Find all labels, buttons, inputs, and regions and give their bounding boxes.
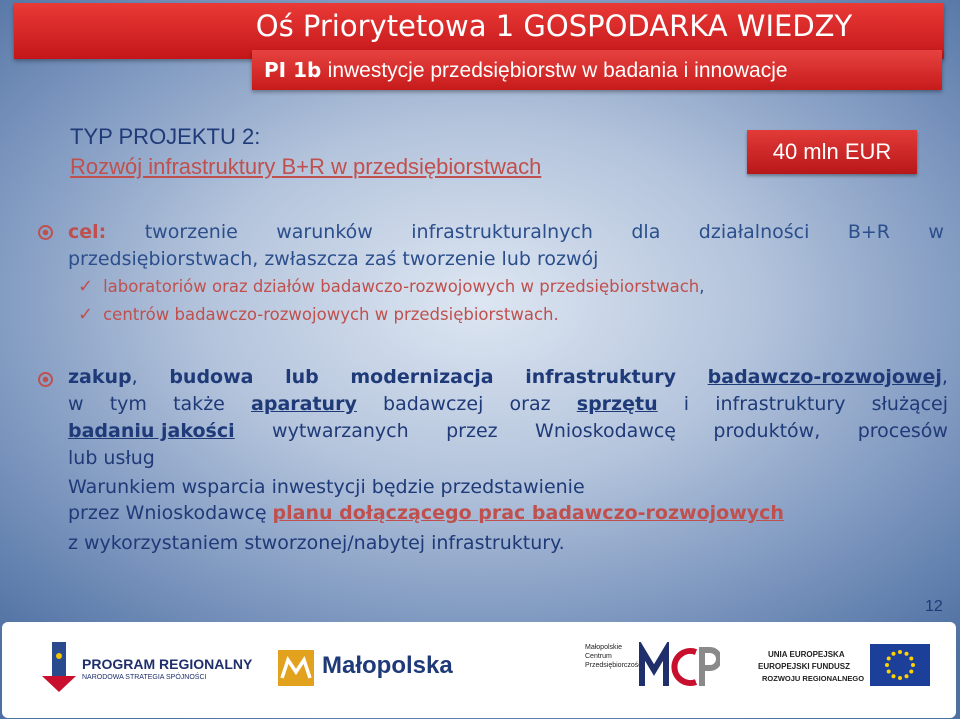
project-type-label: TYP PROJEKTU 2:: [70, 124, 261, 149]
condition-line-1: Warunkiem wsparcia inwestycji będzie przedstawienie: [68, 476, 585, 498]
checklist-item-text: laboratoriów oraz działów badawczo-rozwojowych w przedsiębiorstwach: [103, 277, 700, 296]
check-icon: ✓: [78, 304, 94, 325]
nss-logo-icon: [42, 642, 76, 692]
subtitle-code: PI 1b: [264, 58, 322, 82]
malopolska-logo-icon: [278, 650, 314, 686]
bullet-icon: [38, 225, 53, 240]
purchase-paragraph: zakup, budowa lub modernizacja infrastruktury badawczo-rozwojowej, w tym także aparatury badawczej oraz sprzętu i infrastruktury służącej badaniu jakości wytwarzanych przez Wnioskodawcę produktów, procesów lub usług: [68, 366, 948, 469]
condition-line-2: przez Wnioskodawcę planu dołączącego prac badawczo-rozwojowych: [68, 502, 784, 524]
budget-badge: 40 mln EUR: [747, 130, 917, 174]
mcp-logo-icon: [638, 642, 720, 692]
goal-paragraph: [68, 219, 944, 273]
checklist-item-text: centrów badawczo-rozwojowych w przedsiębiorstwach.: [103, 305, 559, 324]
checklist-item: ✓ laboratoriów oraz działów badawczo-rozwojowych w przedsiębiorstwach,: [78, 276, 705, 297]
mcp-name-3: Przedsiębiorczości: [585, 662, 644, 669]
checklist-item: [78, 304, 559, 325]
goal-word: B+R: [847, 221, 890, 243]
eu-fund: EUROPEJSKI FUNDUSZ: [758, 662, 851, 671]
project-type-title: Rozwój infrastruktury B+R w przedsiębiorstwach: [70, 154, 542, 179]
goal-word: dla: [631, 221, 661, 243]
eu-fund-2: ROZWOJU REGIONALNEGO: [762, 674, 865, 683]
mcp-name-2: Centrum: [585, 653, 612, 660]
slide-title: Oś Priorytetowa 1 GOSPODARKA WIEDZY: [255, 9, 853, 43]
check-icon: ✓: [78, 276, 94, 297]
eu-flag-icon: [870, 644, 930, 686]
program-title: PROGRAM REGIONALNY: [82, 656, 253, 672]
subtitle-banner: [252, 50, 942, 90]
goal-word: warunków: [276, 221, 373, 243]
malopolska-wordmark: Małopolska: [322, 652, 453, 679]
condition-highlight: planu dołączącego prac badawczo-rozwojowych: [272, 502, 784, 524]
bullet-icon: [38, 372, 53, 387]
eu-title: UNIA EUROPEJSKA: [768, 650, 845, 659]
goal-word: działalności: [698, 221, 810, 243]
goal-line-2: przedsiębiorstwach, zwłaszcza zaś tworzenie lub rozwój: [68, 248, 599, 270]
condition-line-3: z wykorzystaniem stworzonej/nabytej infrastruktury.: [68, 532, 565, 554]
goal-label: cel:: [68, 221, 107, 243]
subtitle-text: inwestycje przedsiębiorstw w badania i innowacje: [327, 59, 788, 82]
mcp-name-1: Małopolskie: [585, 644, 622, 651]
purchase-word: zakup: [68, 366, 132, 388]
goal-word: tworzenie: [144, 221, 238, 243]
footer-logos: [2, 622, 956, 718]
goal-word: w: [928, 221, 944, 243]
program-subtitle: NARODOWA STRATEGIA SPÓJNOŚCI: [82, 674, 207, 681]
goal-word: infrastrukturalnych: [411, 221, 593, 243]
page-number: 12: [925, 598, 943, 615]
